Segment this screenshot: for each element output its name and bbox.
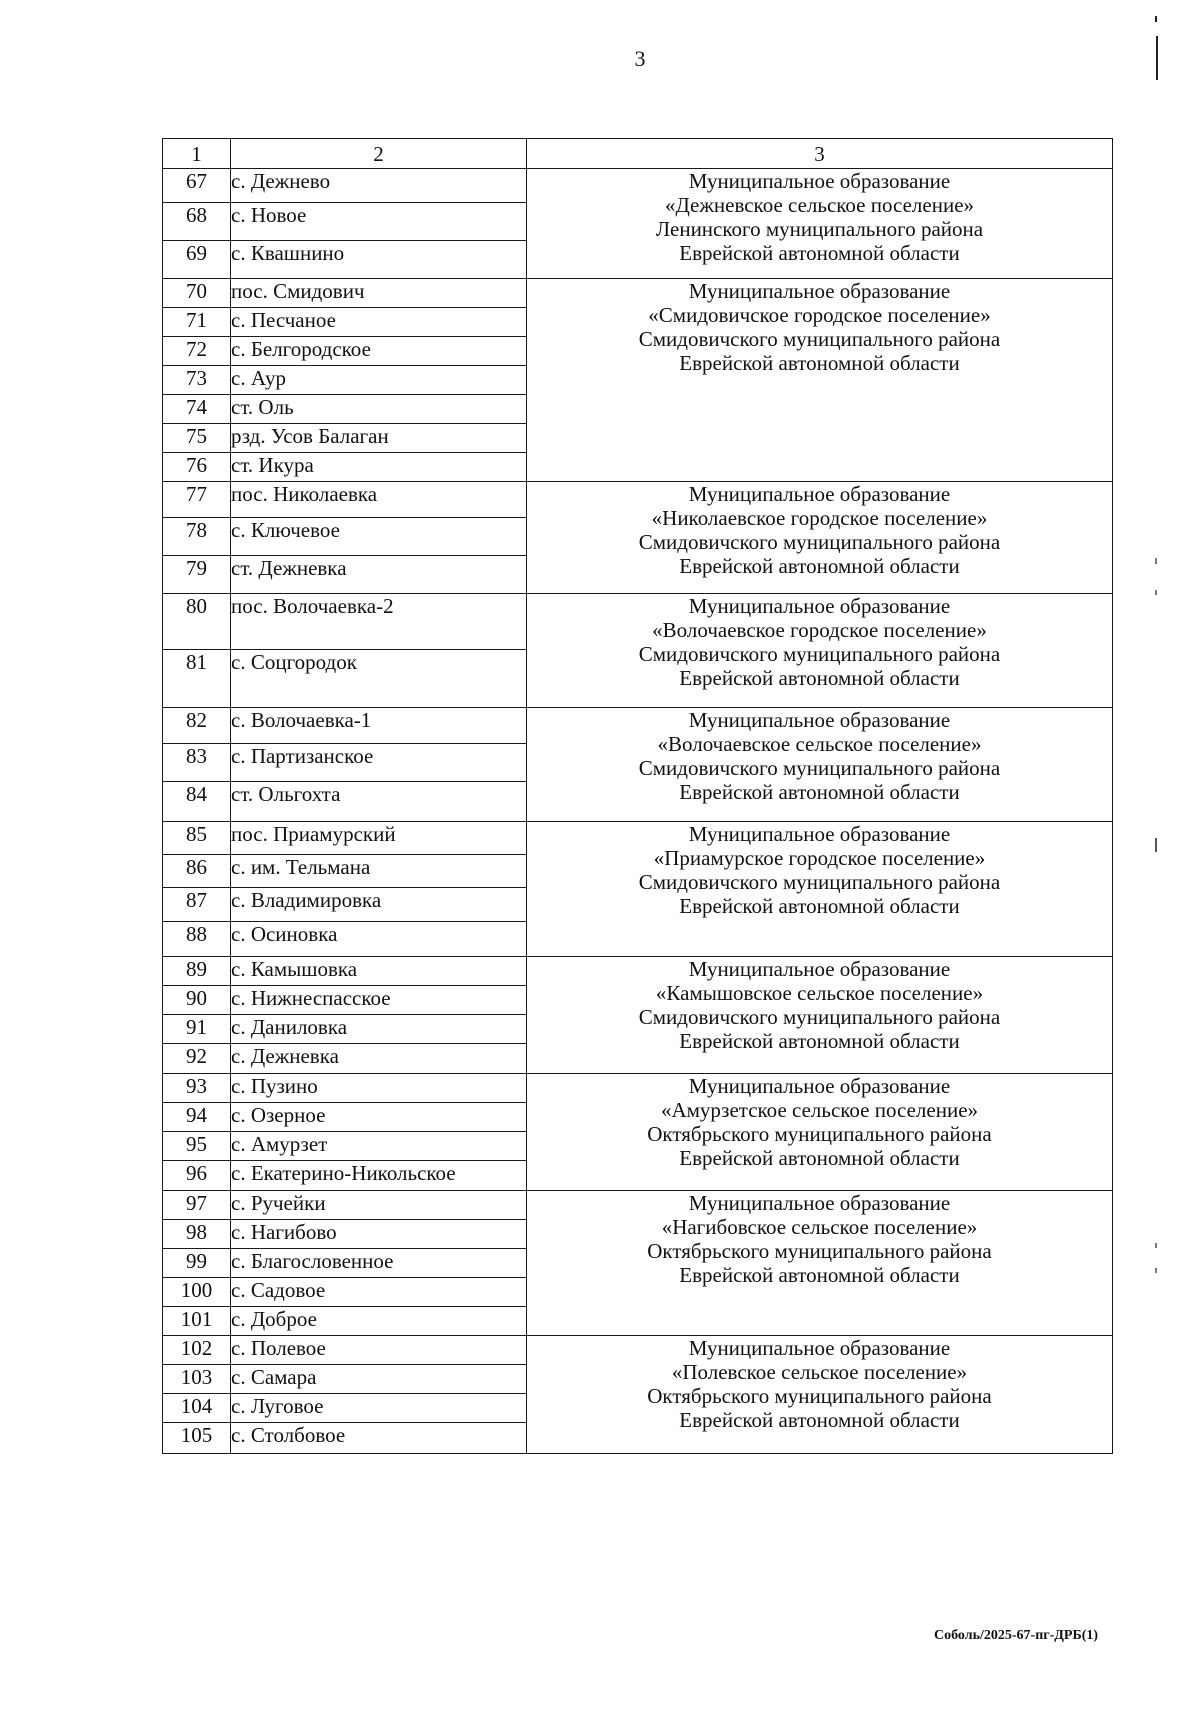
- settlement-name: с. Амурзет: [231, 1132, 527, 1161]
- row-number: 80: [163, 594, 231, 650]
- column-header-settlement: 2: [231, 139, 527, 169]
- settlement-name: с. Даниловка: [231, 1015, 527, 1044]
- row-number: 90: [163, 986, 231, 1015]
- municipality-line: Муниципальное образование: [688, 482, 951, 506]
- municipality-line: «Смидовичское городское поселение»: [648, 303, 991, 327]
- municipality-line: Еврейской автономной области: [679, 554, 960, 578]
- scan-artifact-mark: [1155, 16, 1157, 22]
- municipality-line: Муниципальное образование: [688, 1336, 951, 1360]
- municipality-line: Еврейской автономной области: [679, 351, 960, 375]
- municipality-line: Смидовичского муниципального района: [638, 530, 1001, 554]
- settlement-name: с. Соцгородок: [231, 650, 527, 708]
- settlement-name: с. Дежневка: [231, 1044, 527, 1074]
- row-number: 95: [163, 1132, 231, 1161]
- settlement-name: ст. Ольгохта: [231, 782, 527, 822]
- municipality-line: Еврейской автономной области: [679, 780, 960, 804]
- row-number: 103: [163, 1365, 231, 1394]
- row-number: 85: [163, 822, 231, 855]
- municipality-line: Еврейской автономной области: [679, 1029, 960, 1053]
- municipality-cell: [527, 1336, 1113, 1454]
- row-number: 88: [163, 922, 231, 957]
- column-header-number: 1: [163, 139, 231, 169]
- settlement-name: пос. Приамурский: [231, 822, 527, 855]
- row-number: 71: [163, 308, 231, 337]
- municipality-line: Смидовичского муниципального района: [638, 1005, 1001, 1029]
- municipality-cell: [527, 1074, 1113, 1191]
- row-number: 81: [163, 650, 231, 708]
- municipality-line: Еврейской автономной области: [679, 894, 960, 918]
- municipality-cell: [527, 482, 1113, 594]
- column-header-municipality: 3: [527, 139, 1113, 169]
- municipality-line: Смидовичского муниципального района: [638, 327, 1001, 351]
- row-number: 77: [163, 482, 231, 518]
- table-header-row: [163, 139, 1113, 169]
- settlement-name: с. Пузино: [231, 1074, 527, 1103]
- row-number: 104: [163, 1394, 231, 1423]
- table-row: [163, 169, 1113, 203]
- row-number: 73: [163, 366, 231, 395]
- municipality-line: «Полевское сельское поселение»: [671, 1360, 968, 1384]
- row-number: 79: [163, 556, 231, 594]
- settlement-name: с. Екатерино-Никольское: [231, 1161, 527, 1191]
- row-number: 67: [163, 169, 231, 203]
- row-number: 76: [163, 453, 231, 482]
- municipality-cell: [527, 169, 1113, 279]
- settlement-name: ст. Дежневка: [231, 556, 527, 594]
- municipality-line: Еврейской автономной области: [679, 1146, 960, 1170]
- settlement-name: с. Нагибово: [231, 1220, 527, 1249]
- municipality-line: Муниципальное образование: [688, 957, 951, 981]
- municipality-line: Октябрьского муниципального района: [647, 1122, 992, 1146]
- scan-artifact-mark: [1155, 590, 1157, 595]
- municipality-line: Еврейской автономной области: [679, 1408, 960, 1432]
- settlements-table: [162, 138, 1113, 1454]
- settlement-name: с. Доброе: [231, 1307, 527, 1336]
- municipality-line: «Николаевское городское поселение»: [651, 506, 988, 530]
- municipality-line: Смидовичского муниципального района: [638, 642, 1001, 666]
- settlement-name: с. Луговое: [231, 1394, 527, 1423]
- row-number: 102: [163, 1336, 231, 1365]
- settlement-name: с. Владимировка: [231, 888, 527, 922]
- municipality-line: «Нагибовское сельское поселение»: [661, 1215, 978, 1239]
- row-number: 78: [163, 518, 231, 556]
- settlement-name: с. Дежнево: [231, 169, 527, 203]
- municipality-line: Муниципальное образование: [688, 1191, 951, 1215]
- settlement-name: ст. Икура: [231, 453, 527, 482]
- row-number: 93: [163, 1074, 231, 1103]
- municipality-line: Муниципальное образование: [688, 279, 951, 303]
- scan-artifact-mark: [1155, 838, 1157, 852]
- municipality-line: «Приамурское городское поселение»: [653, 846, 986, 870]
- settlement-name: с. Камышовка: [231, 957, 527, 986]
- row-number: 72: [163, 337, 231, 366]
- settlement-name: пос. Волочаевка-2: [231, 594, 527, 650]
- settlement-name: с. Белгородское: [231, 337, 527, 366]
- municipality-line: Еврейской автономной области: [679, 241, 960, 265]
- settlement-name: с. Новое: [231, 203, 527, 241]
- row-number: 75: [163, 424, 231, 453]
- row-number: 86: [163, 855, 231, 888]
- settlement-name: с. Аур: [231, 366, 527, 395]
- scan-artifact-mark: [1156, 36, 1158, 80]
- row-number: 101: [163, 1307, 231, 1336]
- table-row: [163, 1336, 1113, 1365]
- municipality-line: «Волочаевское сельское поселение»: [657, 732, 982, 756]
- municipality-cell: [527, 822, 1113, 957]
- document-code: Соболь/2025-67-пг-ДРБ(1): [934, 1628, 1099, 1643]
- row-number: 97: [163, 1191, 231, 1220]
- settlement-name: с. Нижнеспасское: [231, 986, 527, 1015]
- row-number: 105: [163, 1423, 231, 1454]
- table-row: [163, 822, 1113, 855]
- municipality-cell: [527, 1191, 1113, 1336]
- settlement-name: с. Столбовое: [231, 1423, 527, 1454]
- municipality-line: Муниципальное образование: [688, 169, 951, 193]
- row-number: 82: [163, 708, 231, 744]
- municipality-line: «Амурзетское сельское поселение»: [660, 1098, 979, 1122]
- settlement-name: рзд. Усов Балаган: [231, 424, 527, 453]
- settlement-name: с. Садовое: [231, 1278, 527, 1307]
- table-row: [163, 594, 1113, 650]
- page-number: 3: [634, 46, 646, 71]
- row-number: 84: [163, 782, 231, 822]
- settlement-name: с. Озерное: [231, 1103, 527, 1132]
- row-number: 89: [163, 957, 231, 986]
- row-number: 68: [163, 203, 231, 241]
- settlement-name: с. Самара: [231, 1365, 527, 1394]
- table-row: [163, 482, 1113, 518]
- municipality-line: Октябрьского муниципального района: [647, 1384, 992, 1408]
- scan-artifact-mark: [1155, 1268, 1157, 1273]
- row-number: 70: [163, 279, 231, 308]
- row-number: 96: [163, 1161, 231, 1191]
- municipality-line: Смидовичского муниципального района: [638, 756, 1001, 780]
- settlement-name: ст. Оль: [231, 395, 527, 424]
- table-row: [163, 1191, 1113, 1220]
- municipality-cell: [527, 594, 1113, 708]
- settlement-name: с. Волочаевка-1: [231, 708, 527, 744]
- row-number: 91: [163, 1015, 231, 1044]
- row-number: 74: [163, 395, 231, 424]
- settlement-name: с. Партизанское: [231, 744, 527, 782]
- municipality-line: Муниципальное образование: [688, 708, 951, 732]
- settlement-name: с. Ручейки: [231, 1191, 527, 1220]
- municipality-line: Муниципальное образование: [688, 822, 951, 846]
- municipality-cell: [527, 279, 1113, 482]
- municipality-line: Муниципальное образование: [688, 1074, 951, 1098]
- municipality-line: «Волочаевское городское поселение»: [652, 618, 987, 642]
- row-number: 87: [163, 888, 231, 922]
- settlement-name: с. Квашнино: [231, 241, 527, 279]
- municipality-line: Еврейской автономной области: [679, 666, 960, 690]
- row-number: 99: [163, 1249, 231, 1278]
- settlement-name: с. им. Тельмана: [231, 855, 527, 888]
- table-row: [163, 1074, 1113, 1103]
- municipality-line: Муниципальное образование: [688, 594, 951, 618]
- municipality-cell: [527, 708, 1113, 822]
- municipality-cell: [527, 957, 1113, 1074]
- scan-artifact-mark: [1155, 558, 1157, 564]
- scan-artifact-mark: [1155, 1243, 1157, 1248]
- row-number: 92: [163, 1044, 231, 1074]
- row-number: 69: [163, 241, 231, 279]
- settlement-name: пос. Николаевка: [231, 482, 527, 518]
- settlement-name: с. Ключевое: [231, 518, 527, 556]
- municipality-line: Смидовичского муниципального района: [638, 870, 1001, 894]
- table-row: [163, 279, 1113, 308]
- row-number: 98: [163, 1220, 231, 1249]
- municipality-line: Октябрьского муниципального района: [647, 1239, 992, 1263]
- municipality-line: Ленинского муниципального района: [655, 217, 984, 241]
- settlement-name: с. Полевое: [231, 1336, 527, 1365]
- row-number: 94: [163, 1103, 231, 1132]
- settlement-name: с. Благословенное: [231, 1249, 527, 1278]
- table-row: [163, 957, 1113, 986]
- table-body: [163, 169, 1113, 1454]
- municipality-line: «Дежневское сельское поселение»: [664, 193, 975, 217]
- settlement-name: с. Осиновка: [231, 922, 527, 957]
- row-number: 83: [163, 744, 231, 782]
- municipality-line: Еврейской автономной области: [679, 1263, 960, 1287]
- table-row: [163, 708, 1113, 744]
- row-number: 100: [163, 1278, 231, 1307]
- municipality-line: «Камышовское сельское поселение»: [655, 981, 984, 1005]
- settlement-name: с. Песчаное: [231, 308, 527, 337]
- settlement-name: пос. Смидович: [231, 279, 527, 308]
